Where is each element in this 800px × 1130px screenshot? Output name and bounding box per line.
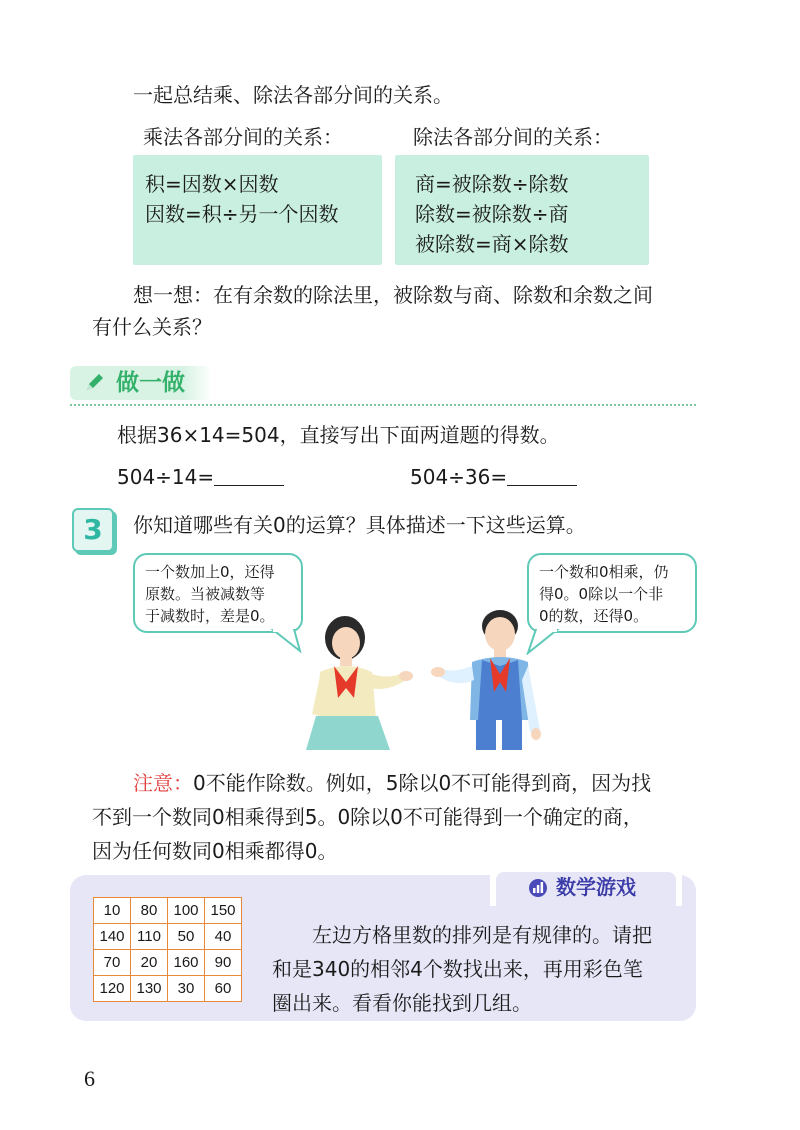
formula-line: 除数=被除数÷商 — [415, 202, 569, 226]
multiplication-formula-box — [133, 155, 382, 265]
grid-cell[interactable]: 90 — [205, 950, 242, 976]
grid-cell[interactable]: 140 — [94, 924, 131, 950]
number-grid — [93, 897, 242, 1002]
grid-cell[interactable]: 100 — [168, 898, 205, 924]
bubble-line: 于减数时，差是0。 — [145, 607, 275, 625]
multiplication-title: 乘法各部分间的关系： — [143, 125, 343, 149]
practice-instruction: 根据36×14=504，直接写出下面两道题的得数。 — [117, 423, 560, 447]
grid-cell[interactable]: 20 — [131, 950, 168, 976]
bubble-line: 原数。当被减数等 — [145, 585, 266, 603]
boy-illustration — [430, 600, 560, 750]
note-line-1 — [133, 768, 651, 798]
formula-line: 被除数=商×除数 — [415, 232, 569, 256]
formula-line: 积=因数×因数 — [145, 172, 279, 196]
question-3-text: 你知道哪些有关0的运算？具体描述一下这些运算。 — [133, 513, 586, 537]
grid-cell[interactable]: 70 — [94, 950, 131, 976]
grid-row — [94, 950, 242, 976]
grid-cell[interactable]: 80 — [131, 898, 168, 924]
bubble-line: 0的数，还得0。 — [539, 607, 649, 625]
note-line-3: 因为任何数同0相乘都得0。 — [92, 839, 338, 863]
bubble-line: 一个数和0相乘，仍 — [539, 563, 669, 581]
formula-line: 商=被除数÷除数 — [415, 172, 569, 196]
math-game-title: 数学游戏 — [556, 875, 636, 899]
bubble-line: 得0。0除以一个非 — [539, 585, 664, 603]
grid-cell[interactable]: 10 — [94, 898, 131, 924]
note-label: 注意： — [133, 771, 193, 795]
question-number-badge — [72, 508, 114, 552]
intro-text: 一起总结乘、除法各部分间的关系。 — [133, 83, 453, 107]
division-formula-box — [395, 155, 649, 265]
answer-blank-1[interactable] — [214, 465, 284, 486]
think-line-2: 有什么关系？ — [92, 315, 212, 339]
note-line-2: 不到一个数同0相乘得到5。0除以0不可能得到一个确定的商， — [92, 805, 643, 829]
grid-cell[interactable]: 60 — [205, 976, 242, 1002]
grid-cell[interactable]: 160 — [168, 950, 205, 976]
problem-1 — [117, 462, 284, 492]
page-number: 6 — [84, 1066, 95, 1091]
section-divider — [70, 404, 696, 406]
think-line-1: 想一想：在有余数的除法里，被除数与商、除数和余数之间 — [133, 283, 653, 307]
grid-cell[interactable]: 110 — [131, 924, 168, 950]
girl-illustration — [300, 610, 415, 750]
note-text: 0不能作除数。例如，5除以0不可能得到商，因为找 — [193, 771, 652, 795]
grid-cell[interactable]: 30 — [168, 976, 205, 1002]
bubble-line: 一个数加上0，还得 — [145, 563, 275, 581]
grid-cell[interactable]: 50 — [168, 924, 205, 950]
pencil-icon — [84, 371, 106, 397]
division-title: 除法各部分间的关系： — [413, 125, 613, 149]
math-game-tab — [490, 866, 682, 906]
formula-line: 因数=积÷另一个因数 — [145, 202, 339, 226]
grid-row — [94, 924, 242, 950]
grid-row — [94, 976, 242, 1002]
grid-cell[interactable]: 120 — [94, 976, 131, 1002]
game-text-line-1: 左边方格里数的排列是有规律的。请把 — [312, 923, 652, 947]
problem-1-text: 504÷14= — [117, 465, 215, 489]
problem-2-text: 504÷36= — [410, 465, 508, 489]
chart-icon — [528, 878, 548, 902]
grid-cell[interactable]: 150 — [205, 898, 242, 924]
problem-2 — [410, 462, 577, 492]
grid-cell[interactable]: 130 — [131, 976, 168, 1002]
speech-bubble-left — [133, 553, 303, 633]
game-text-line-2: 和是340的相邻4个数找出来，再用彩色笔 — [272, 957, 643, 981]
answer-blank-2[interactable] — [507, 465, 577, 486]
question-number: 3 — [83, 513, 103, 546]
practice-header — [70, 366, 212, 400]
grid-row — [94, 898, 242, 924]
game-text-line-3: 圈出来。看看你能找到几组。 — [272, 991, 532, 1015]
grid-cell[interactable]: 40 — [205, 924, 242, 950]
practice-label: 做一做 — [116, 370, 185, 396]
